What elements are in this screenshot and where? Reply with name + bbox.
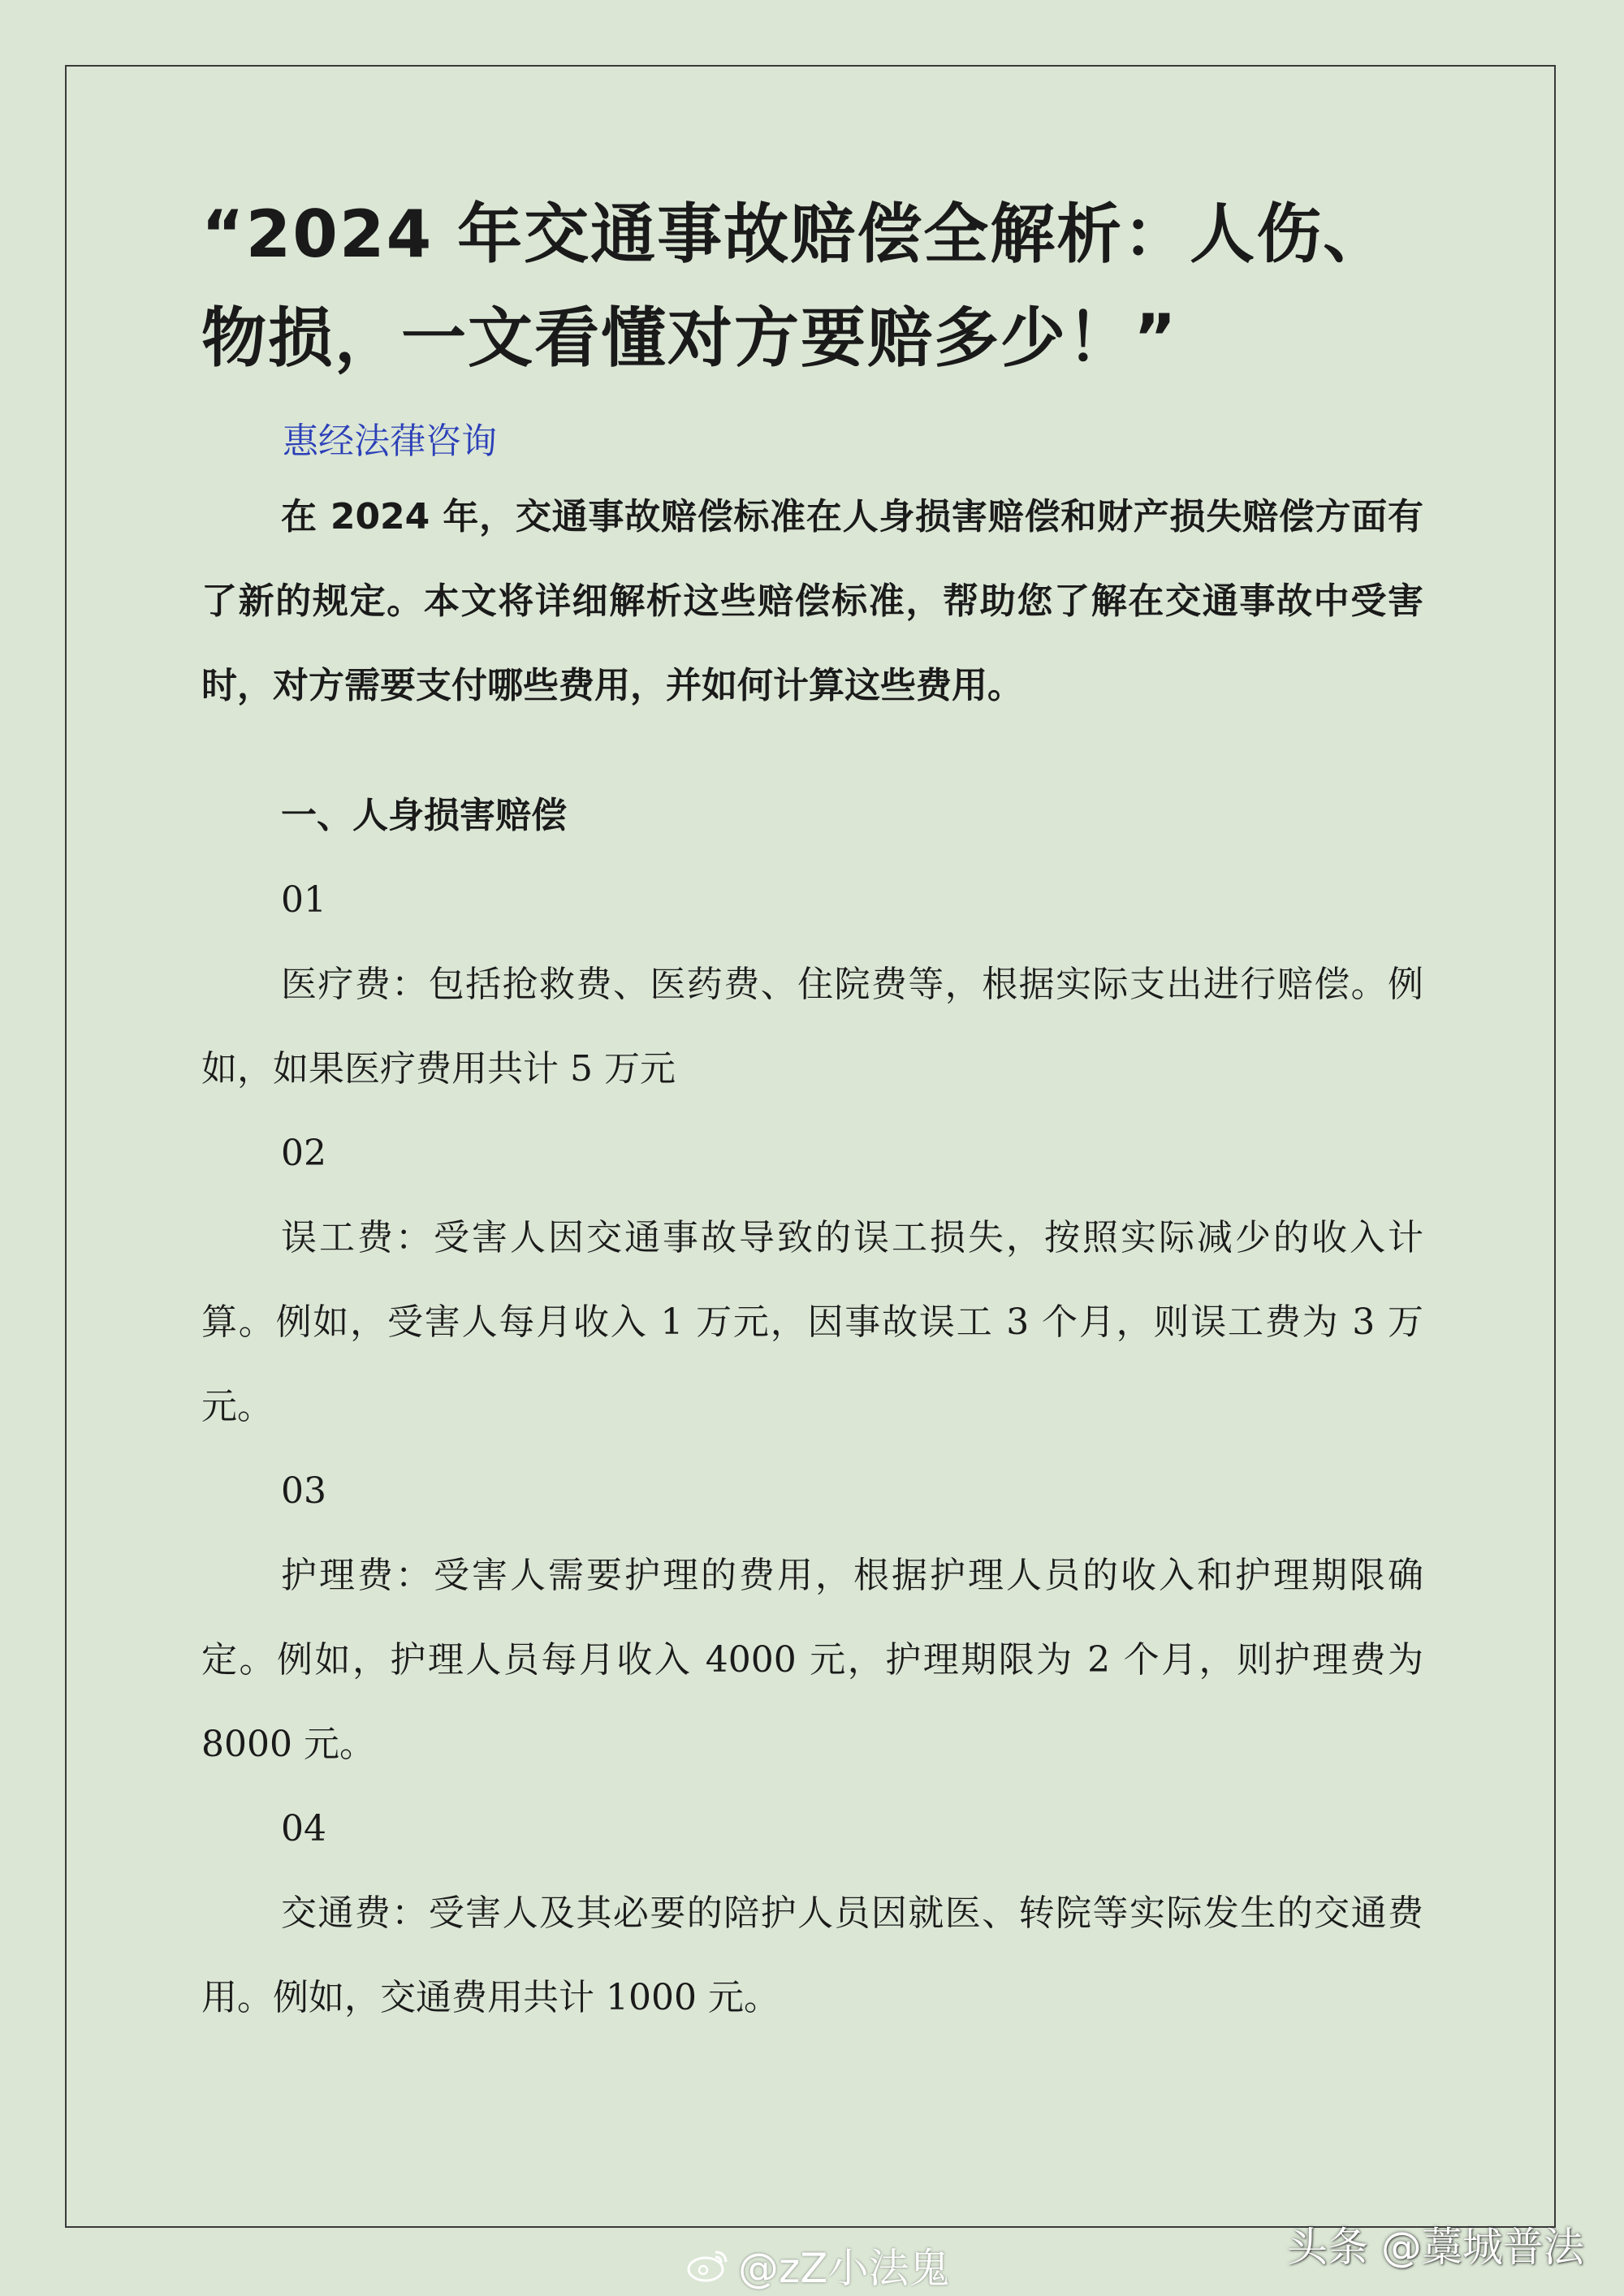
item-text: 护理费：受害人需要护理的费用，根据护理人员的收入和护理期限确定。例如，护理人员每月收入 4000 元，护理期限为 2 个月，则护理费为 8000 元。 bbox=[201, 1555, 1423, 1765]
item-03 bbox=[201, 1449, 1423, 1787]
document-title bbox=[201, 183, 1423, 391]
toutiao-watermark: 头条 @藁城普法 bbox=[1287, 2224, 1584, 2271]
intro-paragraph: 在 2024 年，交通事故赔偿标准在人身损害赔偿和财产损失赔偿方面有了新的规定。本文将详细解析这些赔偿标准，帮助您了解在交通事故中受害时，对方需要支付哪些费用，并如何计算这些费用。 bbox=[201, 496, 1423, 706]
title-line-2: 物损，一文看懂对方要赔多少！” bbox=[201, 300, 1178, 376]
title-line-1: “2024 年交通事故赔偿全解析：人伤、 bbox=[201, 196, 1390, 272]
item-text: 医疗费：包括抢救费、医药费、住院费等，根据实际支出进行赔偿。例如，如果医疗费用共计 5 万元 bbox=[201, 964, 1423, 1090]
item-number: 02 bbox=[281, 1133, 326, 1174]
item-text: 误工费：受害人因交通事故导致的误工损失，按照实际减少的收入计算。例如，受害人每月收入 1 万元，因事故误工 3 个月，则误工费为 3 万元。 bbox=[201, 1217, 1423, 1427]
item-number: 04 bbox=[281, 1808, 326, 1849]
author-name[interactable]: 惠经法葎咨询 bbox=[283, 421, 497, 462]
item-number: 03 bbox=[281, 1470, 326, 1512]
item-04 bbox=[201, 1787, 1423, 2040]
section-heading-personal-injury: 一、人身损害赔偿 bbox=[281, 795, 567, 836]
weibo-watermark bbox=[686, 2236, 950, 2294]
weibo-icon bbox=[686, 2247, 730, 2283]
document-body bbox=[201, 183, 1423, 2040]
weibo-handle: @zZ小法鬼 bbox=[738, 2245, 950, 2292]
item-text: 交通费：受害人及其必要的陪护人员因就医、转院等实际发生的交通费用。例如，交通费用共计 1000 元。 bbox=[201, 1892, 1423, 2018]
item-number: 01 bbox=[281, 879, 326, 921]
item-02 bbox=[201, 1111, 1423, 1449]
item-01 bbox=[201, 858, 1423, 1111]
